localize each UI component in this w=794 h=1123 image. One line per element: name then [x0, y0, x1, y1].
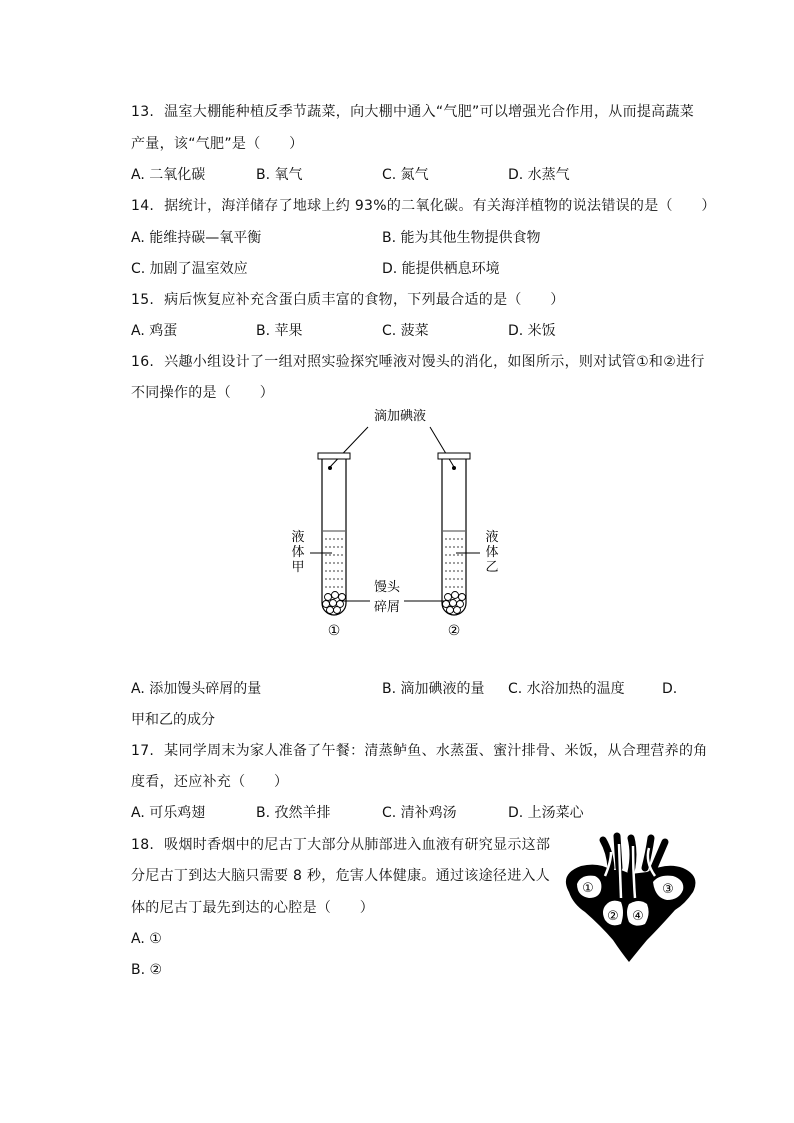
q13-line1: 13. 温室大棚能种植反季节蔬菜，向大棚中通入“气肥”可以增强光合作用，从而提高蔬菜	[131, 104, 695, 120]
q17-option-b[interactable]: B. 孜然羊排	[256, 805, 331, 821]
q17-option-a[interactable]: A. 可乐鸡翅	[131, 805, 206, 821]
q15-option-b[interactable]: B. 苹果	[256, 323, 303, 339]
q18-line3: 体的尼古丁最先到达的心腔是（ ）	[131, 900, 375, 916]
q13-option-c[interactable]: C. 氮气	[382, 167, 429, 183]
q15-line1: 15. 病后恢复应补充含蛋白质丰富的食物，下列最合适的是（ ）	[131, 292, 565, 308]
q14-line1: 14. 据统计，海洋储存了地球上约 93%的二氧化碳。有关海洋植物的说法错误的是（ ）	[131, 198, 716, 214]
q17-option-c[interactable]: C. 清补鸡汤	[382, 805, 457, 821]
label-liquid-b-3: 乙	[485, 560, 499, 575]
q14-option-c[interactable]: C. 加剧了温室效应	[131, 261, 248, 277]
label-liquid-a-3: 甲	[291, 560, 305, 575]
q16-option-d[interactable]: D.	[662, 681, 678, 697]
tube-2-label: ②	[447, 623, 461, 639]
q16-line2: 不同操作的是（ ）	[131, 385, 274, 401]
label-bread-1: 馒头	[373, 580, 401, 595]
q16-option-c[interactable]: C. 水浴加热的温度	[508, 681, 625, 697]
q13-option-a[interactable]: A. 二氧化碳	[131, 167, 206, 183]
q16-line1: 16. 兴趣小组设计了一组对照实验探究唾液对馒头的消化，如图所示，则对试管①和②进行	[131, 354, 705, 370]
q16-option-d-text: 甲和乙的成分	[131, 712, 215, 728]
q14-option-a[interactable]: A. 能维持碳—氧平衡	[131, 230, 262, 246]
q15-option-c[interactable]: C. 菠菜	[382, 323, 429, 339]
test-tube-2	[438, 453, 470, 615]
test-tube-figure	[280, 405, 520, 640]
label-liquid-b-2: 体	[485, 545, 499, 560]
label-liquid-a-2: 体	[291, 545, 305, 560]
q16-option-a[interactable]: A. 添加馒头碎屑的量	[131, 681, 262, 697]
heart-diagram	[555, 832, 705, 967]
heart-chamber-3: ③	[662, 882, 674, 897]
label-bread-2: 碎屑	[373, 600, 401, 615]
q13-option-b[interactable]: B. 氧气	[256, 167, 303, 183]
q17-option-d[interactable]: D. 上汤菜心	[508, 805, 584, 821]
q15-option-a[interactable]: A. 鸡蛋	[131, 323, 178, 339]
heart-chamber-2: ②	[607, 909, 619, 924]
q17-line2: 度看，还应补充（ ）	[131, 774, 289, 790]
q14-option-d[interactable]: D. 能提供栖息环境	[382, 261, 500, 277]
label-liquid-b-1: 液	[485, 530, 499, 545]
q18-line1: 18. 吸烟时香烟中的尼古丁大部分从肺部进入血液有研究显示这部	[131, 837, 551, 853]
q15-option-d[interactable]: D. 米饭	[508, 323, 556, 339]
label-iodine: 滴加碘液	[373, 409, 427, 424]
tube-1-label: ①	[327, 623, 341, 639]
test-tube-1	[318, 453, 350, 615]
heart-chamber-1: ①	[582, 881, 594, 896]
q18-option-b[interactable]: B. ②	[131, 962, 163, 978]
heart-chamber-4: ④	[632, 909, 644, 924]
q14-option-b[interactable]: B. 能为其他生物提供食物	[382, 230, 541, 246]
label-liquid-a-1: 液	[291, 530, 305, 545]
q13-line2: 产量，该“气肥”是（ ）	[131, 136, 304, 152]
q18-line2: 分尼古丁到达大脑只需要 8 秒，危害人体健康。通过该途径进入人	[131, 868, 551, 884]
q13-option-d[interactable]: D. 水蒸气	[508, 167, 570, 183]
q16-option-b[interactable]: B. 滴加碘液的量	[382, 681, 485, 697]
q17-line1: 17. 某同学周末为家人准备了午餐：清蒸鲈鱼、水蒸蛋、蜜汁排骨、米饭，从合理营养的角	[131, 743, 708, 759]
q18-option-a[interactable]: A. ①	[131, 931, 162, 947]
